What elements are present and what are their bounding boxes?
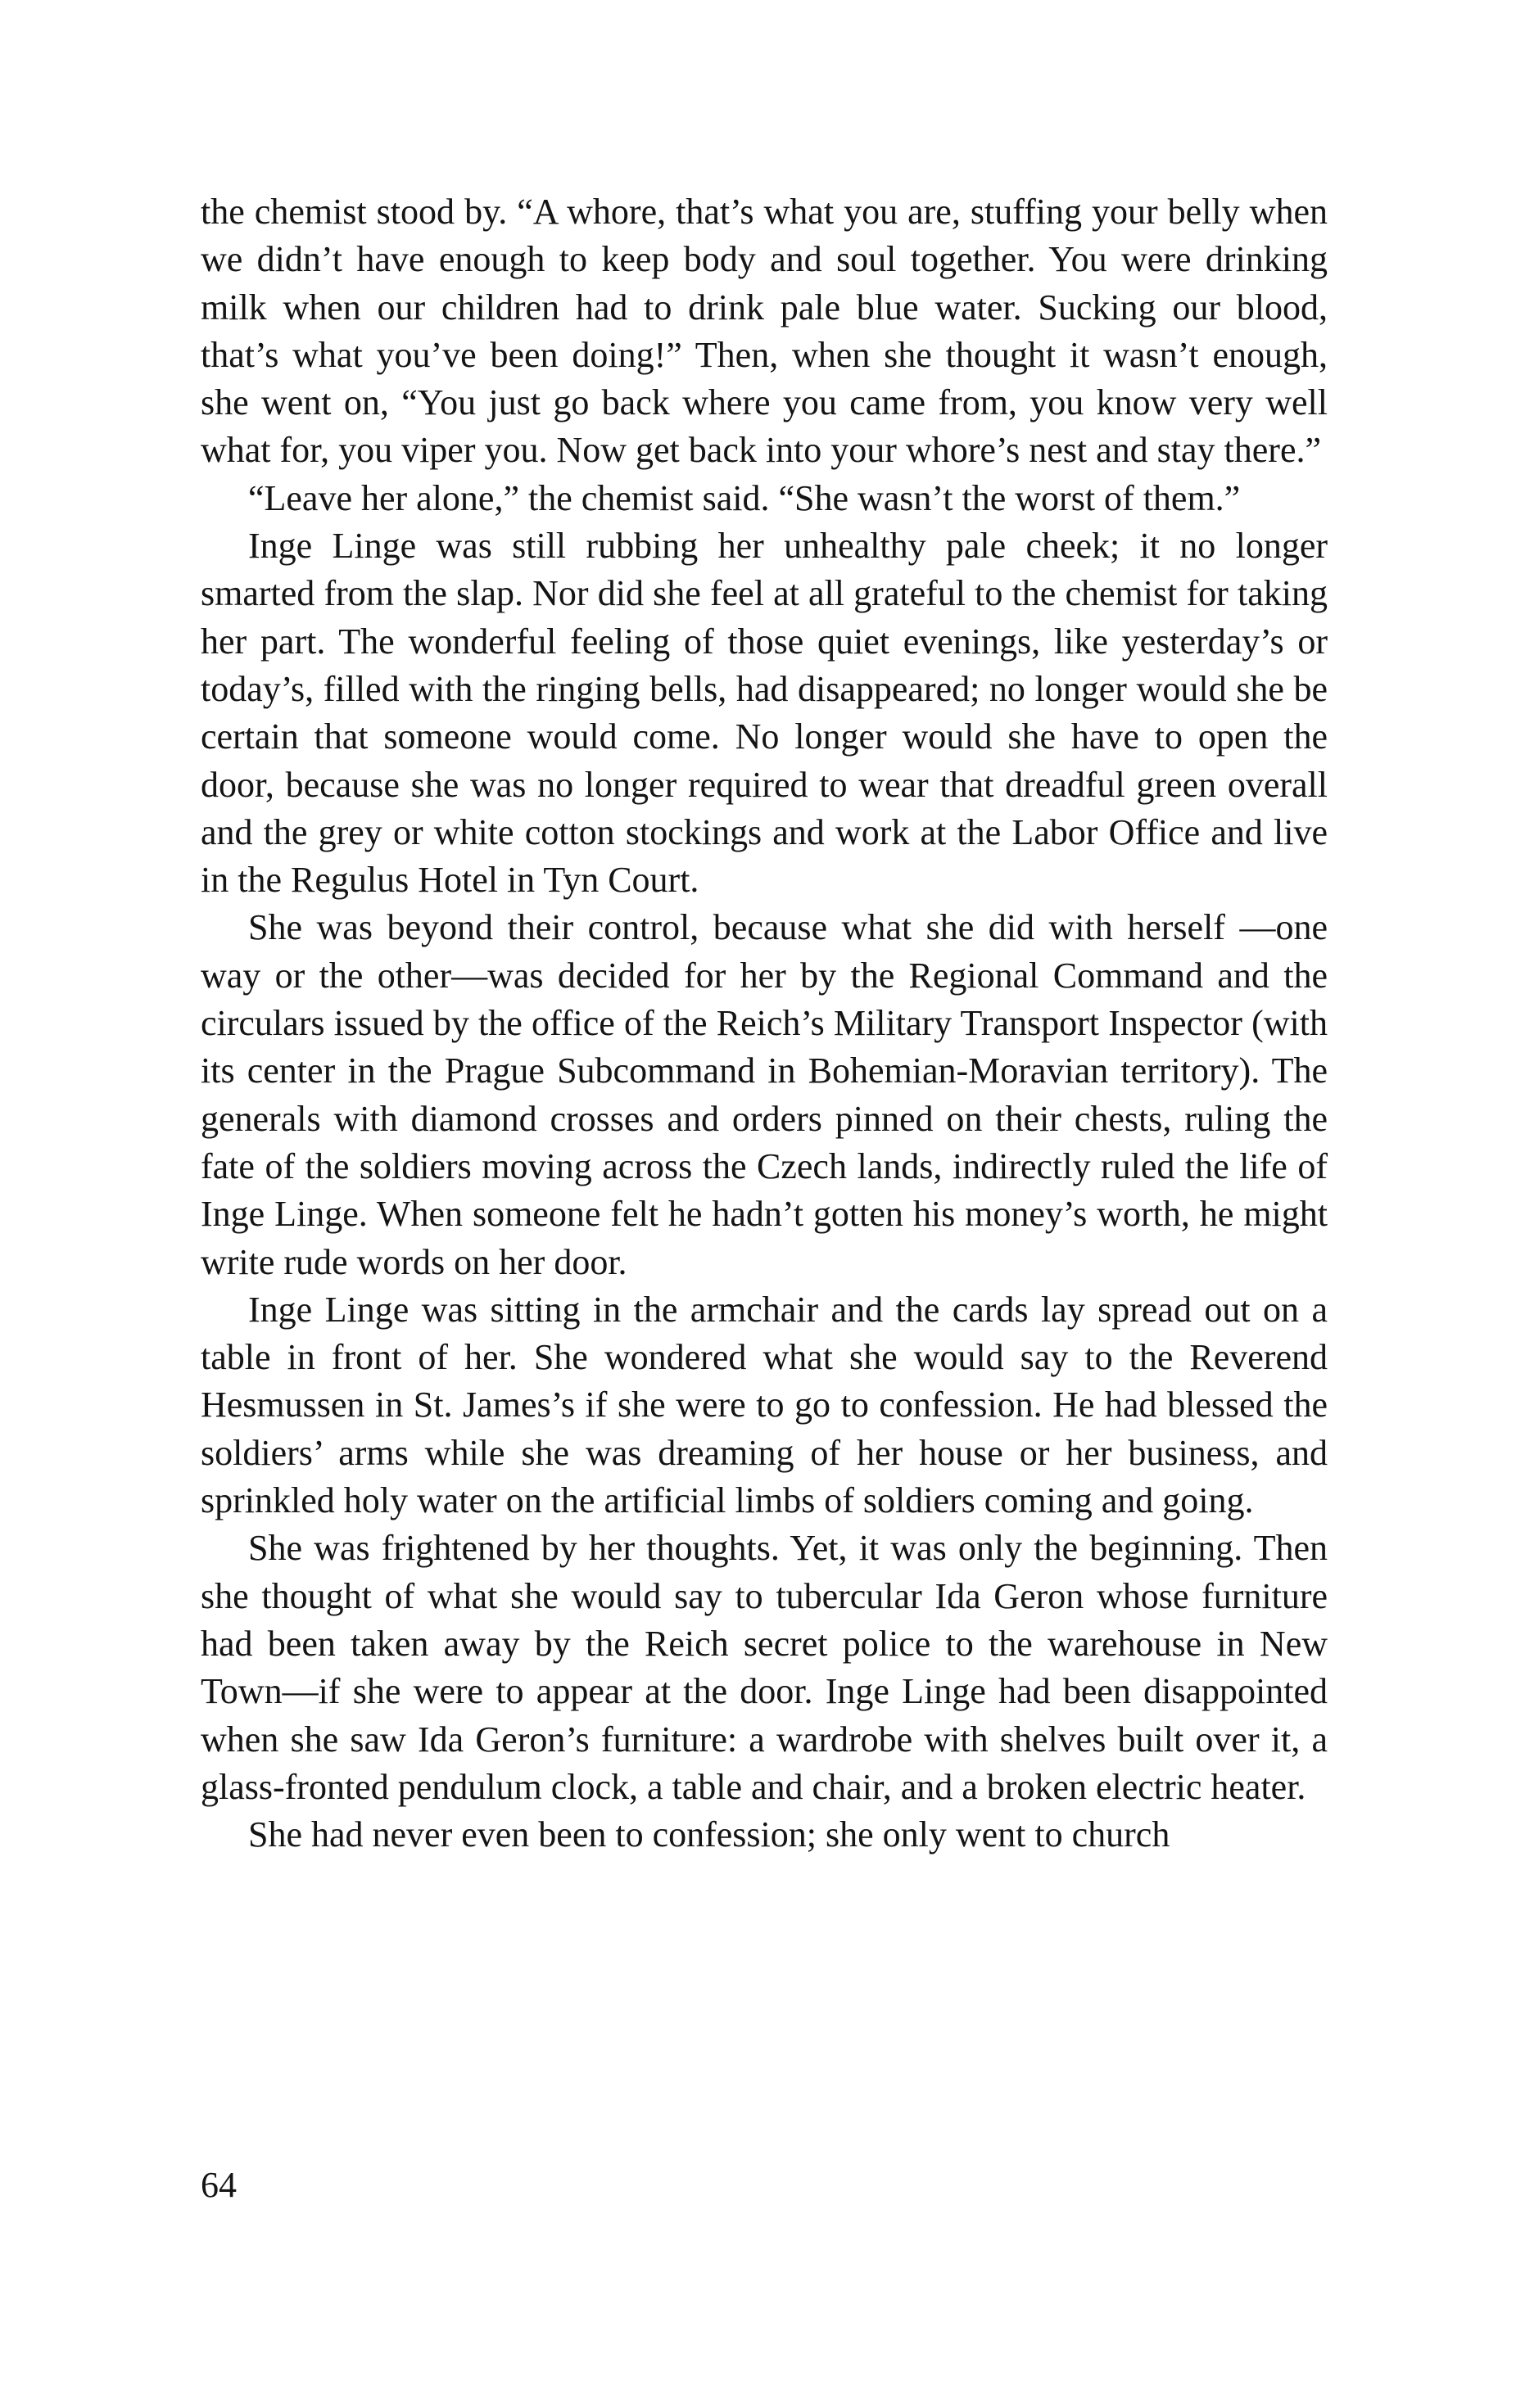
paragraph: the chemist stood by. “A whore, that’s what you are, stuffing your belly when we didn’t have enough to keep body and soul together. You were drinking milk when our children had to drink pale blue water. Sucking our blood, that’s what you’ve been doing!” Then, when she thought it wasn’t enough, she went on, “You just go back where you came from, you know very well what for, you viper you. Now get back into your whore’s nest and stay there.” bbox=[201, 192, 1328, 471]
page-number: 64 bbox=[201, 2165, 237, 2205]
paragraph: She was beyond their control, because what she did with herself —one way or the other—was decided for her by the Regional Command and the circulars issued by the office of the Reich’s Military Transport Inspector (with its center in the Prague Subcommand in Bohemian-Moravian territory). The generals with diamond crosses and orders pinned on their chests, ruling the fate of the soldiers moving across the Czech lands, indirectly ruled the life of Inge Linge. When someone felt he hadn’t gotten his money’s worth, he might write rude words on her door. bbox=[201, 907, 1328, 1282]
paragraph: Inge Linge was sitting in the armchair and the cards lay spread out on a table in front of her. She wondered what she would say to the Reverend Hesmussen in St. James’s if she were to go to confession. He had blessed the soldiers’ arms while she was dreaming of her house or her business, and sprinkled holy water on the artificial limbs of soldiers coming and going. bbox=[201, 1289, 1328, 1521]
body-text bbox=[201, 188, 1328, 1859]
paragraph: “Leave her alone,” the chemist said. “She wasn’t the worst of them.” bbox=[248, 477, 1241, 518]
paragraph: Inge Linge was still rubbing her unhealthy pale cheek; it no longer smarted from the slap. Nor did she feel at all grateful to the chemist for taking her part. The wonderful feeling of those quiet evenings, like yesterday’s or today’s, filled with the ringing bells, had disappeared; no longer would she be certain that someone would come. No longer would she have to open the door, because she was no longer required to wear that dreadful green overall and the grey or white cotton stockings and work at the Labor Office and live in the Regulus Hotel in Tyn Court. bbox=[201, 526, 1328, 901]
paragraph: She was frightened by her thoughts. Yet, it was only the beginning. Then she thought of what she would say to tubercular Ida Geron whose furniture had been taken away by the Reich secret police to the warehouse in New Town—if she were to appear at the door. Inge Linge had been disappointed when she saw Ida Geron’s furniture: a wardrobe with shelves built over it, a glass-fronted pendulum clock, a table and chair, and a broken electric heater. bbox=[201, 1528, 1328, 1807]
paragraph: She had never even been to confession; she only went to church bbox=[248, 1814, 1170, 1855]
